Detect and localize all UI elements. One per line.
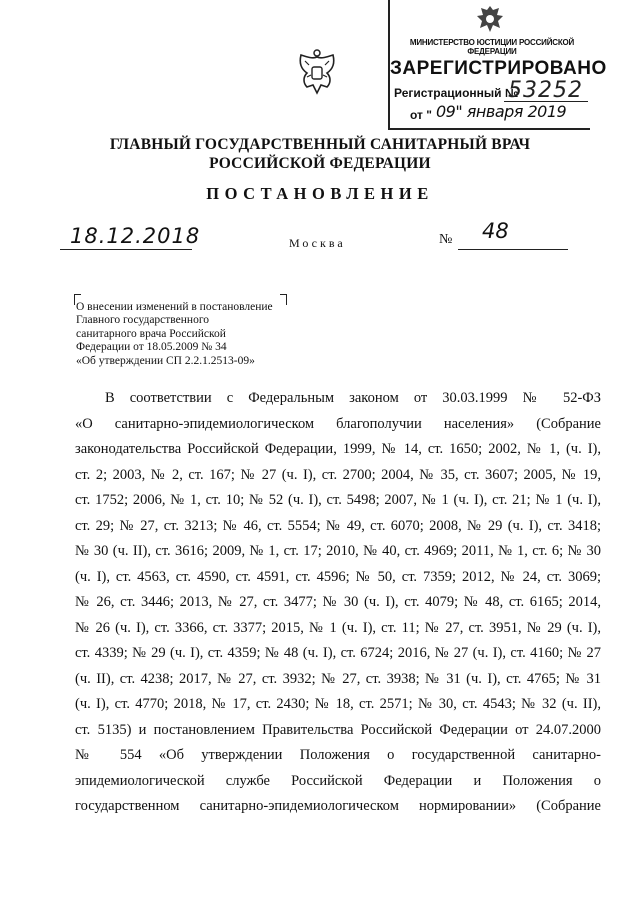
- date-underline: [60, 249, 192, 250]
- body-line: законодательства Российской Федерации, 1999, № 14, ст. 1650; 2002, № 1, (ч. I),: [75, 441, 601, 457]
- document-subject: [76, 301, 316, 368]
- authority-line-2: РОССИЙСКОЙ ФЕДЕРАЦИИ: [209, 155, 431, 172]
- issuing-authority: [0, 135, 640, 173]
- state-emblem-icon: [293, 47, 341, 99]
- body-line: № 30 (ч. II), ст. 3616; 2009, № 1, ст. 17; 2010, № 40, ст. 4969; 2011, № 1, ст. 6; № 30: [75, 543, 601, 559]
- body-line: (ч. II), ст. 4238; 2017, № 27, ст. 3932; № 27, ст. 3938; № 31 (ч. I), ст. 4765; № 31: [75, 670, 601, 687]
- body-line: ст. 1752; 2006, № 1, ст. 10; № 52 (ч. I), ст. 5498; 2007, № 1 (ч. I), ст. 21; № 1 (ч. I),: [75, 492, 601, 508]
- stamp-date-value: 09" января 2019: [436, 102, 567, 121]
- body-line: «О санитарно-эпидемиологическом благополучии населения» (Собрание: [75, 415, 601, 432]
- document-date: 18.12.2018: [70, 224, 201, 248]
- subject-line: санитарного врача Российской: [76, 327, 226, 340]
- body-line: ст. 5135) и постановлением Правительства Российской Федерации от 24.07.2000: [75, 721, 601, 738]
- body-line: № 26 (ч. I), ст. 3366, ст. 3377; 2015, № 1 (ч. I), ст. 11; № 27, ст. 3951, № 29 (ч. I),: [75, 619, 601, 636]
- body-line: В соответствии с Федеральным законом от 30.03.1999 № 52-ФЗ: [105, 390, 601, 406]
- stamp-registered-title: ЗАРЕГИСТРИРОВАНО: [390, 58, 607, 79]
- subject-line: О внесении изменений в постановление: [76, 301, 273, 313]
- body-line: (ч. I), ст. 4770; 2018, № 17, ст. 2430; № 18, ст. 2571; № 30, ст. 4543; № 32 (ч. II),: [75, 696, 601, 712]
- body-line: ст. 4339; № 29 (ч. I), ст. 4359; № 48 (ч. I), ст. 6724; 2016, № 27 (ч. I), ст. 4160; № 27: [75, 645, 601, 661]
- document-body: [75, 386, 601, 820]
- subject-line: «Об утверждении СП 2.2.1.2513-09»: [76, 354, 255, 367]
- body-line: ст. 29; № 27, ст. 3213; № 46, ст. 5554; № 49, ст. 6070; 2008, № 29 (ч. I), ст. 3418;: [75, 517, 601, 534]
- subject-line: Федерации от 18.05.2009 № 34: [76, 341, 227, 354]
- number-label: №: [439, 232, 453, 247]
- document-type: ПОСТАНОВЛЕНИЕ: [206, 184, 434, 203]
- body-line: государственном санитарно-эпидемиологическом нормировании» (Собрание: [75, 798, 601, 814]
- document-number: 48: [482, 219, 509, 243]
- document-city: Москва: [289, 236, 346, 250]
- stamp-ministry-name: МИНИСТЕРСТВО ЮСТИЦИИ РОССИЙСКОЙ ФЕДЕРАЦИИ: [409, 38, 575, 56]
- registration-stamp: [388, 0, 607, 130]
- stamp-regno-label: Регистрационный №: [394, 86, 519, 100]
- body-line: ст. 2; 2003, № 2, ст. 167; № 27 (ч. I), ст. 2700; 2004, № 35, ст. 3607; 2005, № 19,: [75, 466, 601, 483]
- stamp-regno-value: 53252: [508, 78, 583, 103]
- body-line: № 26, ст. 3446; 2013, № 27, ст. 3477; № 30 (ч. I), ст. 4079; № 48, ст. 6165; 2014,: [75, 594, 601, 610]
- body-line: № 554 «Об утверждении Положения о государственной санитарно-: [75, 747, 601, 763]
- body-line: эпидемиологической службе Российской Федерации и Положения о: [75, 772, 601, 789]
- stamp-eagle-emblem: [473, 2, 507, 36]
- subject-line: Главного государственного: [76, 314, 210, 327]
- body-line: (ч. I), ст. 4563, ст. 4590, ст. 4591, ст. 4596; № 50, ст. 7359; 2012, № 24, ст. 3069;: [75, 568, 601, 585]
- stamp-date-label: от ": [410, 108, 432, 122]
- number-underline: [458, 249, 568, 250]
- authority-line-1: ГЛАВНЫЙ ГОСУДАРСТВЕННЫЙ САНИТАРНЫЙ ВРАЧ: [109, 136, 531, 153]
